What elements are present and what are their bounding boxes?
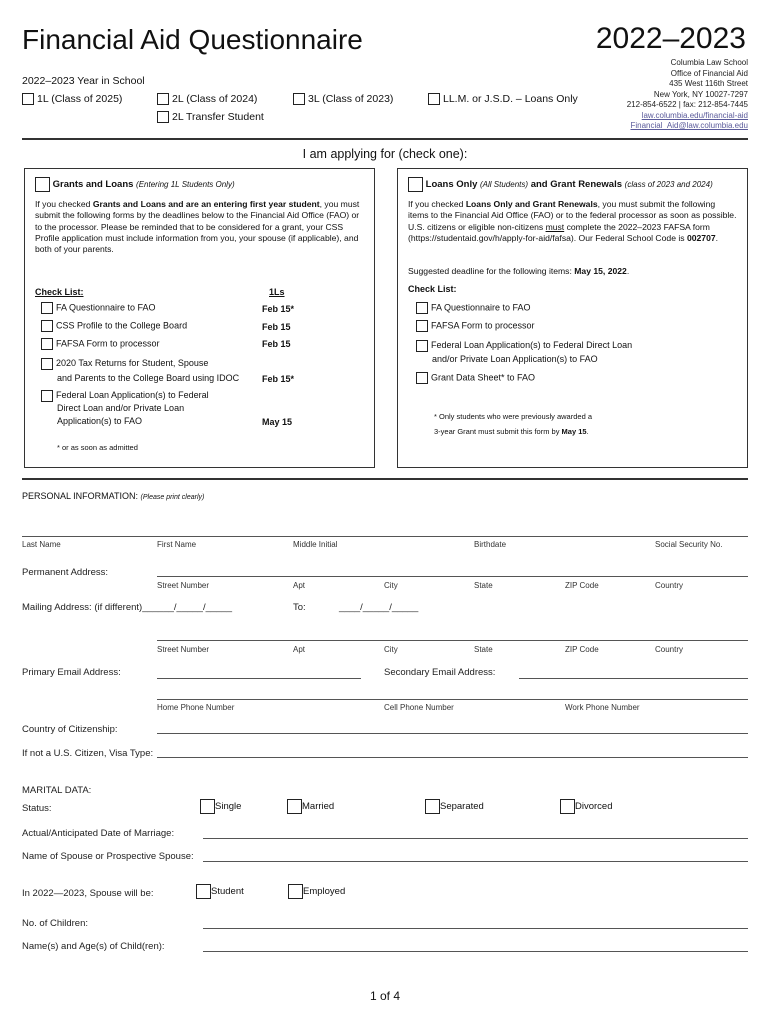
item-text: FAFSA Form to processor xyxy=(431,320,535,331)
street-label: Street Number xyxy=(157,645,210,654)
name-line[interactable] xyxy=(22,536,748,537)
year-in-school-label: 2022–2023 Year in School xyxy=(22,75,145,87)
country-label: Country xyxy=(655,645,684,654)
item-text: FAFSA Form to processor xyxy=(56,338,160,349)
loans-only-option[interactable] xyxy=(408,177,713,192)
divider xyxy=(22,138,748,140)
school-line: 435 West 116th Street xyxy=(669,79,748,88)
item-deadline: Feb 15* xyxy=(262,374,295,384)
option-label: Divorced xyxy=(575,801,613,813)
footnote-text: * Only students who were previously awarded a xyxy=(434,412,592,421)
option-label: Single xyxy=(215,801,242,813)
secondary-email-label: Secondary Email Address: xyxy=(384,667,496,678)
item-text: Federal Loan Application(s) to Federal Direct Loan xyxy=(431,340,633,350)
marriage-date-label: Actual/Anticipated Date of Marriage: xyxy=(22,828,175,839)
item-text: CSS Profile to the College Board xyxy=(56,320,188,331)
item-deadline: Feb 15 xyxy=(262,339,291,349)
middle-initial-label: Middle Initial xyxy=(293,540,338,549)
option-3l[interactable] xyxy=(293,93,393,105)
to-label: To: xyxy=(293,602,306,613)
website-link[interactable]: law.columbia.edu/financial-aid xyxy=(641,110,748,120)
academic-year: 2022–2023 xyxy=(595,22,746,55)
item-text: Application(s) to FAO xyxy=(57,416,143,426)
street-label: Street Number xyxy=(157,581,210,590)
school-line: New York, NY 10027-7297 xyxy=(653,89,748,99)
status-divorced[interactable] xyxy=(560,799,613,814)
item-text: and Parents to the College Board using IDOC xyxy=(57,373,240,383)
loans-only-panel xyxy=(397,168,748,468)
deadline-header: 1Ls xyxy=(269,287,285,297)
checkbox[interactable] xyxy=(35,177,50,192)
intro-emphasis: Loans Only and Grant Renewals xyxy=(465,199,598,209)
intro-text: If you checked xyxy=(35,199,93,209)
checkbox[interactable] xyxy=(41,338,53,350)
checkbox[interactable] xyxy=(22,93,34,105)
apt-label: Apt xyxy=(293,645,306,654)
city-label: City xyxy=(384,645,398,654)
checkbox[interactable] xyxy=(416,320,428,332)
state-label: State xyxy=(474,581,493,590)
footnote-date: May 15 xyxy=(561,427,587,436)
footnote: * or as soon as admitted xyxy=(57,443,138,452)
checklist-item[interactable] xyxy=(41,356,239,386)
marital-heading: MARITAL DATA: xyxy=(22,785,92,796)
checkbox[interactable] xyxy=(196,884,211,899)
option-title: and Grant Renewals xyxy=(530,179,623,191)
permanent-address-line[interactable] xyxy=(157,576,748,577)
children-names-line[interactable] xyxy=(203,951,748,952)
school-line: 212-854-6522 | fax: 212-854-7445 xyxy=(626,100,748,109)
option-2l[interactable] xyxy=(157,93,257,105)
marriage-date-line[interactable] xyxy=(203,838,748,839)
permanent-address-label: Permanent Address: xyxy=(22,567,109,578)
spouse-student[interactable] xyxy=(196,884,244,899)
footnote: * Only students who were previously awarded a 3-year Grant must submit this form by May 15. xyxy=(434,409,592,439)
item-text: Grant Data Sheet* to FAO xyxy=(431,372,536,383)
checklist-item[interactable] xyxy=(416,320,535,332)
applying-heading: I am applying for (check one): xyxy=(302,147,468,161)
checklist-label: Check List: xyxy=(35,287,84,297)
option-label: Separated xyxy=(440,801,484,813)
zip-label: ZIP Code xyxy=(565,581,599,590)
children-count-line[interactable] xyxy=(203,928,748,929)
primary-email-label: Primary Email Address: xyxy=(22,667,121,678)
intro-text: , you must submit the following items to the Financial Aid Office (FAO) or to the federal processor as soon as possible. U.S. citizens or eligible non-citizens xyxy=(408,199,737,232)
intro-text: complete the 2022–2023 FAFSA form (https://studentaid.gov/h/apply-for-aid/fafsa). Our Federal School Code is xyxy=(408,221,710,243)
checklist-item[interactable] xyxy=(416,372,535,384)
option-label: LL.M. or J.S.D. – Loans Only xyxy=(443,93,578,105)
visa-line[interactable] xyxy=(157,757,748,758)
item-text: FA Questionnaire to FAO xyxy=(431,302,531,313)
option-2l-transfer[interactable] xyxy=(157,111,264,123)
checkbox[interactable] xyxy=(41,320,53,332)
checkbox[interactable] xyxy=(428,93,440,105)
option-subtitle: (All Students) xyxy=(480,180,529,190)
secondary-email-line[interactable] xyxy=(519,678,748,679)
spouse-name-label: Name of Spouse or Prospective Spouse: xyxy=(22,851,194,862)
school-line: Office of Financial Aid xyxy=(670,68,748,78)
checkbox[interactable] xyxy=(41,358,53,370)
school-contact-block xyxy=(627,58,748,132)
checkbox[interactable] xyxy=(200,799,215,814)
intro-emphasis: Grants and Loans and are an entering first year student xyxy=(92,199,320,209)
grants-and-loans-panel xyxy=(24,168,375,468)
item-deadline: May 15 xyxy=(262,417,293,427)
option-title: Loans Only xyxy=(425,179,478,191)
mailing-address-line[interactable] xyxy=(157,640,748,641)
option-llm-jsd[interactable] xyxy=(428,93,578,105)
checkbox[interactable] xyxy=(41,390,53,402)
item-deadline: Feb 15* xyxy=(262,304,295,314)
phone-line[interactable] xyxy=(157,699,748,700)
option-1l[interactable] xyxy=(22,93,122,105)
mailing-address-label: Mailing Address: (if different)______/_____/_____ xyxy=(22,602,233,613)
birthdate-label: Birthdate xyxy=(474,540,507,549)
option-label: Married xyxy=(302,801,335,813)
item-deadline: Feb 15 xyxy=(262,322,291,332)
option-label: 3L (Class of 2023) xyxy=(308,93,394,105)
item-text: Federal Loan Application(s) to Federal xyxy=(56,390,209,400)
item-text: FA Questionnaire to FAO xyxy=(56,302,156,313)
option-subtitle: (Entering 1L Students Only) xyxy=(136,180,235,190)
personal-info-heading xyxy=(22,491,204,501)
checkbox[interactable] xyxy=(288,884,303,899)
intro-text: If you checked xyxy=(408,199,466,209)
suggested-deadline: Suggested deadline for the following items: May 15, 2022. xyxy=(408,266,630,276)
status-married[interactable] xyxy=(287,799,334,814)
option-label: Student xyxy=(211,886,244,898)
option-subtitle: (class of 2023 and 2024) xyxy=(624,180,713,190)
home-phone-label: Home Phone Number xyxy=(157,703,235,712)
checkbox[interactable] xyxy=(41,302,53,314)
checklist-label: Check List: xyxy=(408,284,457,294)
checklist-item[interactable] xyxy=(41,389,209,428)
citizenship-label: Country of Citizenship: xyxy=(22,724,118,735)
option-label: Employed xyxy=(303,886,346,898)
checklist-item[interactable] xyxy=(416,302,531,314)
divider xyxy=(22,478,748,480)
checkbox[interactable] xyxy=(157,93,169,105)
checkbox[interactable] xyxy=(293,93,305,105)
status-single[interactable] xyxy=(200,799,241,814)
checkbox[interactable] xyxy=(416,302,428,314)
item-text: 2020 Tax Returns for Student, Spouse xyxy=(56,358,209,368)
grants-loans-option[interactable] xyxy=(35,177,235,192)
status-label: Status: xyxy=(22,803,52,814)
spouse-employed[interactable] xyxy=(288,884,345,899)
email-link[interactable]: Financial_Aid@law.columbia.edu xyxy=(630,121,748,130)
last-name-label: Last Name xyxy=(22,540,61,549)
school-line: Columbia Law School xyxy=(670,58,748,67)
intro-emphasis: must xyxy=(545,221,565,232)
checklist-item[interactable] xyxy=(41,320,187,332)
option-label: 2L (Class of 2024) xyxy=(172,93,258,105)
intro-text: , you must submit the following forms by the deadlines below to the Financial Aid Office (FAO) or to the processor. Please be reminded that to be considered for a grant, your CSS Profile application must include information from you, your spouse (if applicable), and both of your parents. xyxy=(35,199,360,255)
cell-phone-label: Cell Phone Number xyxy=(384,703,454,712)
item-text: and/or Private Loan Application(s) to FAO xyxy=(432,354,598,364)
checkbox[interactable] xyxy=(157,111,169,123)
children-names-label: Name(s) and Age(s) of Child(ren): xyxy=(22,941,165,952)
checkbox[interactable] xyxy=(416,340,428,352)
checklist-item[interactable] xyxy=(41,302,156,314)
grants-intro xyxy=(35,199,365,255)
checkbox[interactable] xyxy=(287,799,302,814)
page-title: Financial Aid Questionnaire xyxy=(22,24,363,55)
loans-intro: If you checked Loans Only and Grant Renewals, you must submit the following items to the Financial Aid Office (FAO) or to the federal processor as soon as possible. U.S. citizens or eligible non-citizens must complete the 2022–2023 FAFSA form (https://studentaid.gov/h/apply-for-aid/fafsa). Our Federal School Code is 002707. xyxy=(408,199,737,243)
status-separated[interactable] xyxy=(425,799,484,814)
primary-email-line[interactable] xyxy=(157,678,361,679)
work-phone-label: Work Phone Number xyxy=(565,703,640,712)
option-label: 2L Transfer Student xyxy=(172,111,264,123)
zip-label: ZIP Code xyxy=(565,645,599,654)
option-title: Grants and Loans xyxy=(52,179,134,191)
children-count-label: No. of Children: xyxy=(22,918,89,929)
spouse-will-be-label: In 2022—2023, Spouse will be: xyxy=(22,888,154,899)
checklist-item[interactable] xyxy=(416,338,632,366)
deadline-text: Suggested deadline for the following items: xyxy=(408,266,575,276)
visa-label: If not a U.S. Citizen, Visa Type: xyxy=(22,748,154,759)
deadline-date: May 15, 2022 xyxy=(574,266,627,276)
checklist-item[interactable] xyxy=(41,338,160,350)
spouse-name-line[interactable] xyxy=(203,861,748,862)
school-code: 002707 xyxy=(686,232,716,243)
footnote-text: 3-year Grant must submit this form by xyxy=(434,427,562,436)
checkbox[interactable] xyxy=(425,799,440,814)
apt-label: Apt xyxy=(293,581,306,590)
checkbox[interactable] xyxy=(416,372,428,384)
checkbox[interactable] xyxy=(560,799,575,814)
citizenship-line[interactable] xyxy=(157,733,748,734)
country-label: Country xyxy=(655,581,684,590)
checkbox[interactable] xyxy=(408,177,423,192)
option-label: 1L (Class of 2025) xyxy=(37,93,123,105)
to-date-blank[interactable]: ____/_____/_____ xyxy=(339,602,419,613)
city-label: City xyxy=(384,581,398,590)
section-heading: PERSONAL INFORMATION: xyxy=(22,491,139,501)
ssn-label: Social Security No. xyxy=(655,540,723,549)
page-number: 1 of 4 xyxy=(369,989,401,1003)
item-text: Direct Loan and/or Private Loan xyxy=(57,403,185,413)
section-note: (Please print clearly) xyxy=(140,494,205,501)
state-label: State xyxy=(474,645,493,654)
first-name-label: First Name xyxy=(157,540,197,549)
